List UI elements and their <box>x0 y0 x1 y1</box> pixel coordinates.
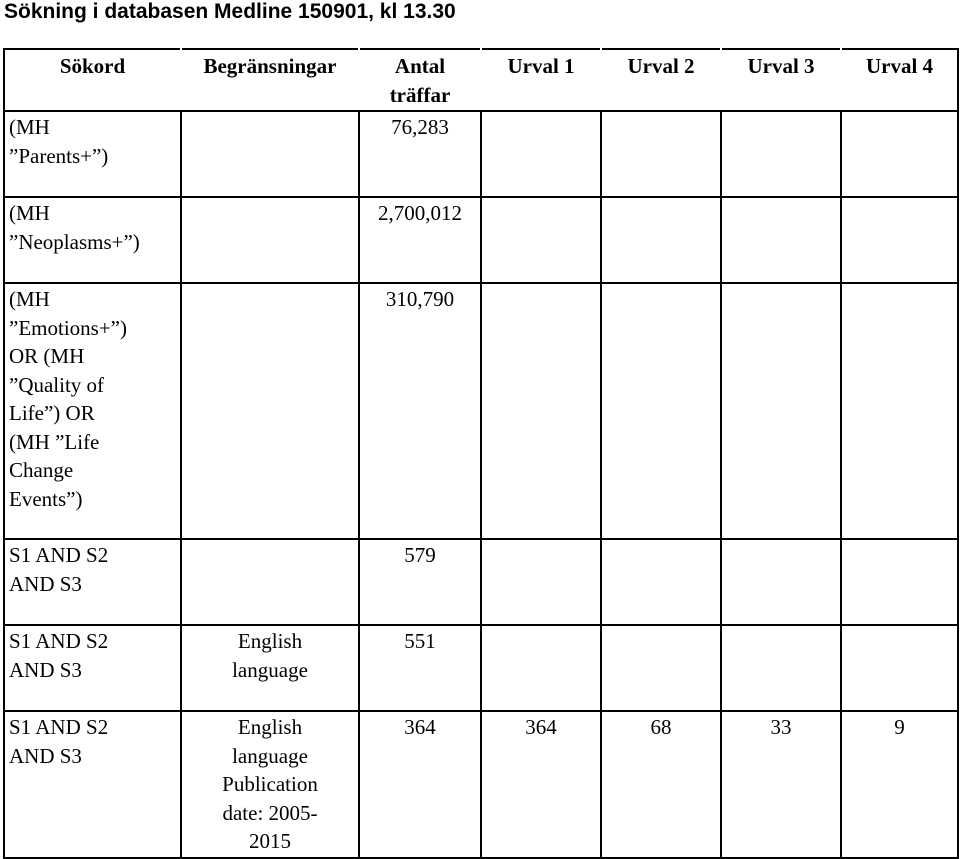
cell-urval-4 <box>841 197 958 283</box>
cell-urval-1: 364 <box>481 711 601 858</box>
cell-antal: 310,790 <box>359 283 481 539</box>
cell-sokord: S1 AND S2 AND S3 <box>4 539 181 625</box>
header-row <box>4 49 958 111</box>
header-begransningar: Begränsningar <box>181 49 359 111</box>
cell-urval-3 <box>721 539 841 625</box>
cell-urval-4 <box>841 111 958 197</box>
cell-urval-3 <box>721 283 841 539</box>
cell-urval-2 <box>601 625 721 711</box>
cell-urval-2 <box>601 283 721 539</box>
cell-urval-2: 68 <box>601 711 721 858</box>
cell-urval-3: 33 <box>721 711 841 858</box>
table-row <box>4 283 958 539</box>
cell-sokord: (MH ”Emotions+”) OR (MH ”Quality of Life”) OR (MH ”Life Change Events”) <box>4 283 181 539</box>
cell-urval-3 <box>721 197 841 283</box>
cell-antal: 364 <box>359 711 481 858</box>
cell-urval-4 <box>841 539 958 625</box>
cell-sokord: (MH ”Neoplasms+”) <box>4 197 181 283</box>
cell-begransningar: English language <box>181 625 359 711</box>
table-row <box>4 711 958 858</box>
cell-urval-1 <box>481 111 601 197</box>
cell-urval-2 <box>601 539 721 625</box>
cell-urval-3 <box>721 111 841 197</box>
cell-urval-2 <box>601 197 721 283</box>
cell-urval-4 <box>841 625 958 711</box>
cell-urval-1 <box>481 625 601 711</box>
cell-urval-1 <box>481 539 601 625</box>
cell-urval-1 <box>481 197 601 283</box>
cell-urval-2 <box>601 111 721 197</box>
header-sokord: Sökord <box>4 49 181 111</box>
header-urval-2: Urval 2 <box>601 49 721 111</box>
cell-urval-3 <box>721 625 841 711</box>
table-row <box>4 111 958 197</box>
cell-sokord: S1 AND S2 AND S3 <box>4 711 181 858</box>
cell-antal: 551 <box>359 625 481 711</box>
cell-antal: 579 <box>359 539 481 625</box>
header-urval-1: Urval 1 <box>481 49 601 111</box>
cell-sokord: (MH ”Parents+”) <box>4 111 181 197</box>
cell-begransningar: English language Publication date: 2005- 2015 <box>181 711 359 858</box>
cell-antal: 2,700,012 <box>359 197 481 283</box>
cell-begransningar <box>181 111 359 197</box>
header-urval-4: Urval 4 <box>841 49 958 111</box>
table-row <box>4 197 958 283</box>
cell-begransningar <box>181 539 359 625</box>
cell-urval-4: 9 <box>841 711 958 858</box>
table-row <box>4 625 958 711</box>
header-urval-3: Urval 3 <box>721 49 841 111</box>
cell-sokord: S1 AND S2 AND S3 <box>4 625 181 711</box>
page-title: Sökning i databasen Medline 150901, kl 13.30 <box>4 0 456 23</box>
cell-urval-4 <box>841 283 958 539</box>
cell-begransningar <box>181 283 359 539</box>
search-results-table <box>3 48 959 859</box>
header-antal-traffar: Antal träffar <box>359 49 481 111</box>
cell-begransningar <box>181 197 359 283</box>
cell-antal: 76,283 <box>359 111 481 197</box>
cell-urval-1 <box>481 283 601 539</box>
table-row <box>4 539 958 625</box>
